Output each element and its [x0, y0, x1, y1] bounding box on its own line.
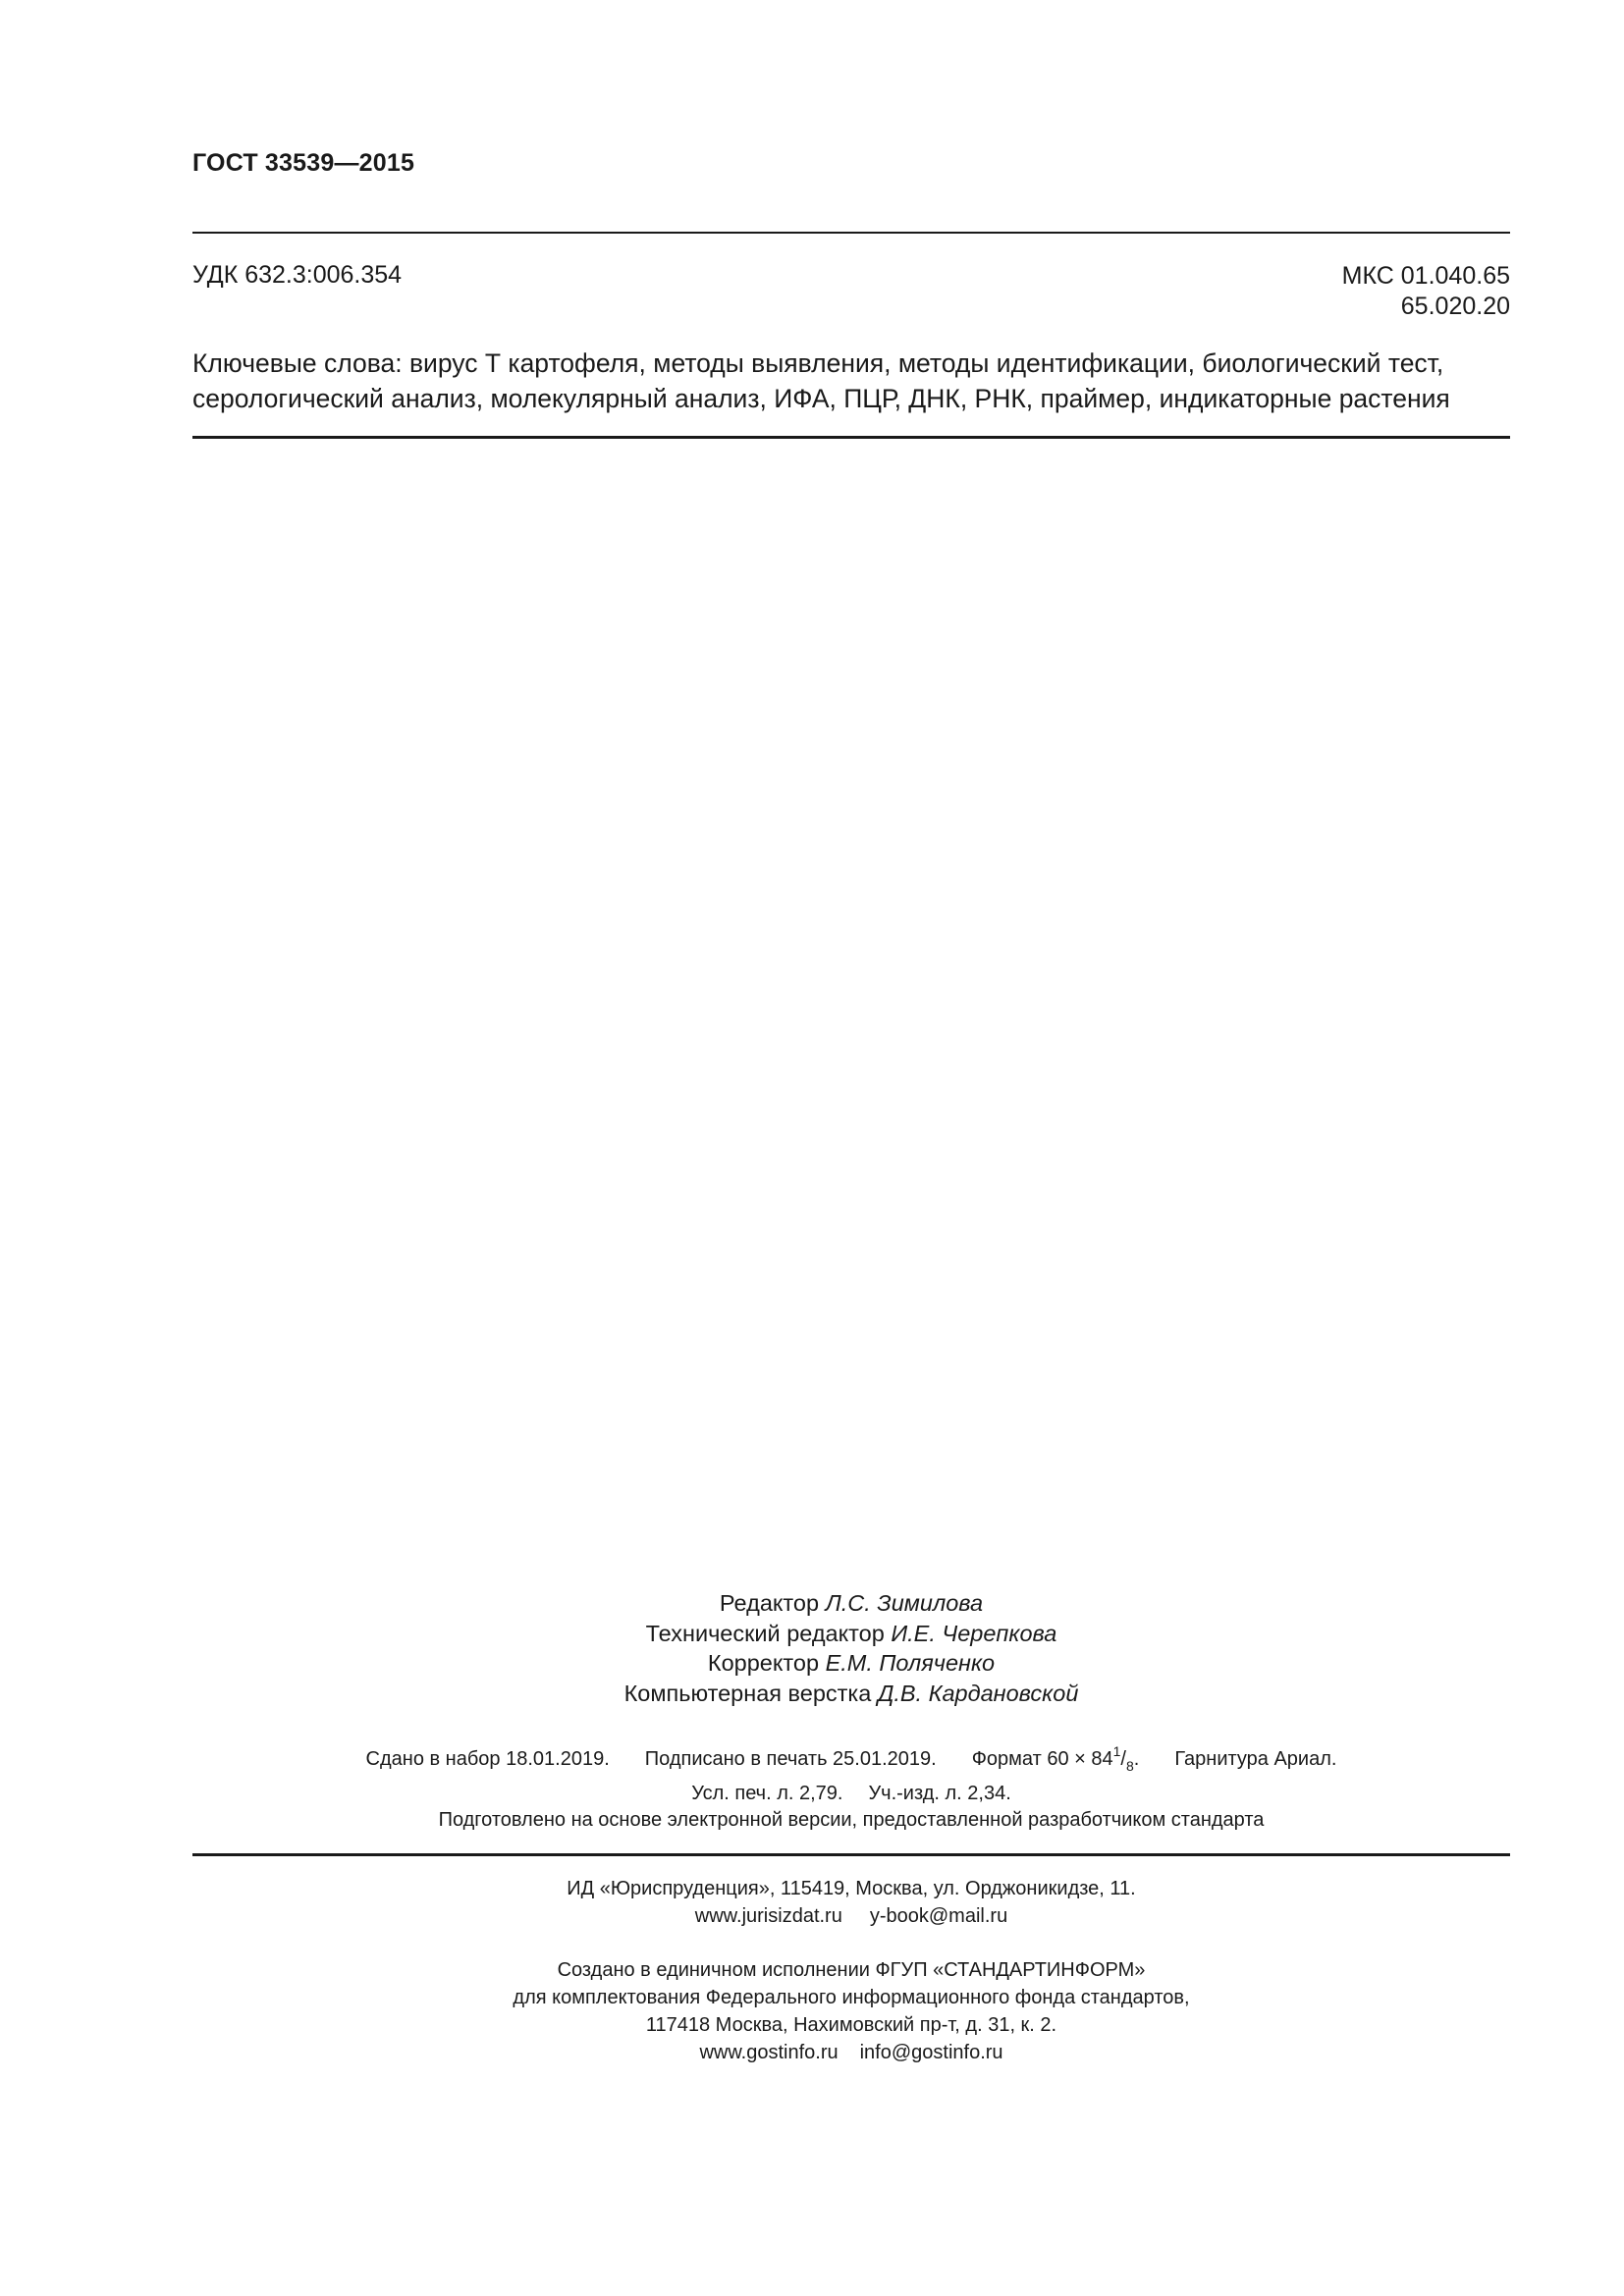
- mks-codes: [1342, 261, 1510, 322]
- print-info: [192, 1737, 1510, 1807]
- print-info-line1: [192, 1737, 1510, 1780]
- credit-name: И.Е. Черепкова: [891, 1620, 1057, 1646]
- signed-date: Подписано в печать 25.01.2019.: [644, 1748, 937, 1770]
- submitted-date: Сдано в набор 18.01.2019.: [365, 1748, 610, 1770]
- publisher-address: ИД «Юриспруденция», 115419, Москва, ул. Орджоникидзе, 11.: [567, 1878, 1136, 1899]
- edition-sheets: Уч.-изд. л. 2,34.: [868, 1783, 1011, 1804]
- credit-tech-editor: [192, 1619, 1510, 1649]
- format-prefix: Формат 60 × 84: [971, 1748, 1113, 1770]
- print-format: Формат $60 \times 84^1/_8$.: [971, 1743, 1140, 1774]
- publisher-email[interactable]: y-book@mail.ru: [869, 1905, 1008, 1927]
- credits-block: [192, 1588, 1510, 1708]
- publisher-website[interactable]: www.jurisizdat.ru: [694, 1905, 842, 1927]
- print-sheets: Усл. печ. л. 2,79.: [691, 1783, 843, 1804]
- credit-role: Редактор: [719, 1590, 820, 1616]
- credit-proofreader: [192, 1648, 1510, 1679]
- prepared-note: Подготовлено на основе электронной версии, предоставленной разработчиком стандарта: [438, 1809, 1265, 1831]
- credit-layout: [192, 1679, 1510, 1709]
- credit-name: Л.С. Зимилова: [825, 1590, 984, 1616]
- credit-name: Е.М. Поляченко: [825, 1650, 996, 1676]
- credit-name: Д.В. Кардановской: [877, 1680, 1079, 1706]
- mks-code-secondary: 65.020.20: [1400, 293, 1510, 320]
- credit-role: Технический редактор: [645, 1620, 885, 1646]
- created-contacts: [192, 2039, 1510, 2066]
- publisher-divider: [192, 1853, 1510, 1856]
- page-title: ГОСТ 33539—2015: [192, 149, 415, 177]
- publisher-block: [192, 1875, 1510, 1930]
- top-divider: [192, 232, 1510, 234]
- udk-code: УДК 632.3:006.354: [192, 261, 403, 289]
- keywords-divider: [192, 436, 1510, 439]
- created-line: для комплектования Федерального информационного фонда стандартов,: [513, 1987, 1190, 2008]
- created-line: Создано в единичном исполнении ФГУП «СТАНДАРТИНФОРМ»: [557, 1959, 1146, 1981]
- keywords-block: [192, 346, 1510, 416]
- credit-editor: [192, 1588, 1510, 1619]
- format-suffix: .: [1133, 1748, 1140, 1770]
- format-numerator: 1: [1112, 1743, 1121, 1759]
- keywords-line: серологический анализ, молекулярный анализ, ИФА, ПЦР, ДНК, РНК, праймер, индикаторные растения: [192, 384, 1450, 413]
- format-denominator: 8: [1125, 1758, 1134, 1774]
- mks-code-primary: МКС 01.040.65: [1341, 262, 1510, 290]
- gostinfo-email[interactable]: info@gostinfo.ru: [859, 2042, 1003, 2063]
- credit-role: Корректор: [707, 1650, 820, 1676]
- publisher-contacts: [192, 1902, 1510, 1930]
- credit-role: Компьютерная верстка: [623, 1680, 872, 1706]
- created-block: [192, 1956, 1510, 2066]
- gostinfo-website[interactable]: www.gostinfo.ru: [699, 2042, 839, 2063]
- keywords-line: Ключевые слова: вирус Т картофеля, методы выявления, методы идентификации, биологический тест,: [192, 348, 1444, 378]
- typeface: Гарнитура Ариал.: [1174, 1748, 1337, 1770]
- created-address: 117418 Москва, Нахимовский пр-т, д. 31, к. 2.: [645, 2014, 1057, 2036]
- print-info-line2: [192, 1780, 1510, 1807]
